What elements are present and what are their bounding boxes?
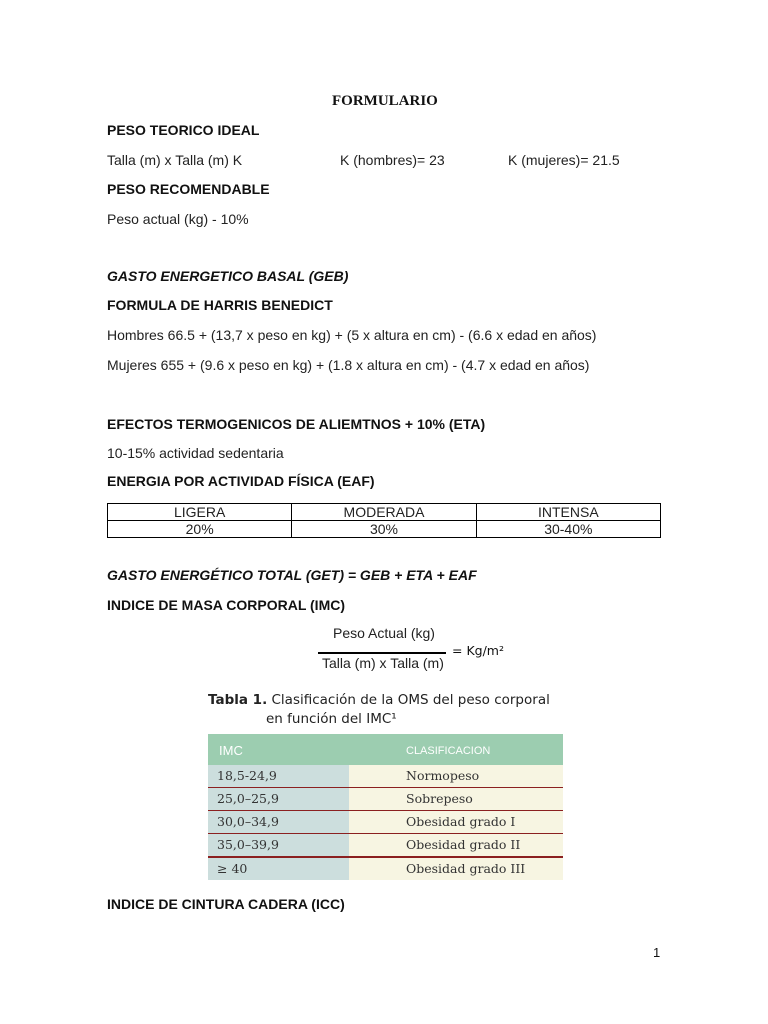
k-mujeres: K (mujeres)= 21.5 <box>508 152 620 168</box>
imc-result: = Kg/m² <box>452 643 504 658</box>
who-row-clasificacion: Obesidad grado II <box>406 837 521 852</box>
imc-numerator: Peso Actual (kg) <box>333 625 435 641</box>
who-row-clasificacion: Obesidad grado III <box>406 861 526 876</box>
eaf-header-moderada: MODERADA <box>292 504 476 521</box>
eaf-value-intensa: 30-40% <box>476 521 660 538</box>
formula-mujeres: Mujeres 655 + (9.6 x peso en kg) + (1.8 x altura en cm) - (4.7 x edad en años) <box>107 357 590 373</box>
eaf-table <box>107 503 661 538</box>
who-table-caption-label: Tabla 1. <box>208 692 268 708</box>
table-row <box>208 788 563 811</box>
k-hombres: K (hombres)= 23 <box>340 152 445 168</box>
who-col-imc: IMC <box>219 743 243 758</box>
eaf-value-moderada: 30% <box>292 521 476 538</box>
who-table-caption-line2: en función del IMC¹ <box>266 711 397 727</box>
heading-eta: EFECTOS TERMOGENICOS DE ALIEMTNOS + 10% (ETA) <box>107 416 486 432</box>
who-col-clasificacion: CLASIFICACION <box>406 745 491 757</box>
who-row-imc: 25,0–25,9 <box>217 791 279 806</box>
heading-imc: INDICE DE MASA CORPORAL (IMC) <box>107 597 345 613</box>
who-row-imc: ≥ 40 <box>217 861 248 876</box>
heading-icc: INDICE DE CINTURA CADERA (ICC) <box>107 896 345 912</box>
table-row <box>208 765 563 788</box>
who-row-clasificacion: Sobrepeso <box>406 791 473 806</box>
who-row-imc: 18,5-24,9 <box>217 768 277 783</box>
eaf-header-ligera: LIGERA <box>108 504 292 521</box>
heading-get: GASTO ENERGÉTICO TOTAL (GET) = GEB + ETA + EAF <box>107 567 477 583</box>
who-table <box>208 734 563 880</box>
imc-denominator: Talla (m) x Talla (m) <box>322 655 444 671</box>
page-number: 1 <box>653 945 661 960</box>
heading-peso-teorico: PESO TEORICO IDEAL <box>107 122 260 138</box>
who-row-clasificacion: Normopeso <box>406 768 480 783</box>
who-table-caption-text: Clasificación de la OMS del peso corporal <box>271 692 550 708</box>
eaf-value-ligera: 20% <box>108 521 292 538</box>
heading-eaf: ENERGIA POR ACTIVIDAD FÍSICA (EAF) <box>107 473 375 489</box>
eta-text: 10-15% actividad sedentaria <box>107 445 284 461</box>
fraction-line <box>318 652 446 654</box>
table-row <box>208 834 563 858</box>
heading-peso-recomendable: PESO RECOMENDABLE <box>107 181 270 197</box>
table-row <box>208 811 563 834</box>
who-table-caption-line1 <box>208 692 550 708</box>
heading-geb: GASTO ENERGETICO BASAL (GEB) <box>107 268 349 284</box>
formula-peso-teorico: Talla (m) x Talla (m) K <box>107 152 243 168</box>
eaf-header-intensa: INTENSA <box>476 504 660 521</box>
formula-peso-recomendable: Peso actual (kg) - 10% <box>107 211 249 227</box>
who-row-imc: 30,0–34,9 <box>217 814 279 829</box>
eaf-header-row <box>108 504 661 521</box>
who-table-header <box>208 734 563 765</box>
formula-hombres: Hombres 66.5 + (13,7 x peso en kg) + (5 x altura en cm) - (6.6 x edad en años) <box>107 327 597 343</box>
who-row-clasificacion: Obesidad grado I <box>406 814 516 829</box>
page-title: FORMULARIO <box>332 93 438 109</box>
heading-harris-benedict: FORMULA DE HARRIS BENEDICT <box>107 297 333 313</box>
table-row <box>208 858 563 880</box>
who-row-imc: 35,0–39,9 <box>217 837 279 852</box>
eaf-value-row <box>108 521 661 538</box>
